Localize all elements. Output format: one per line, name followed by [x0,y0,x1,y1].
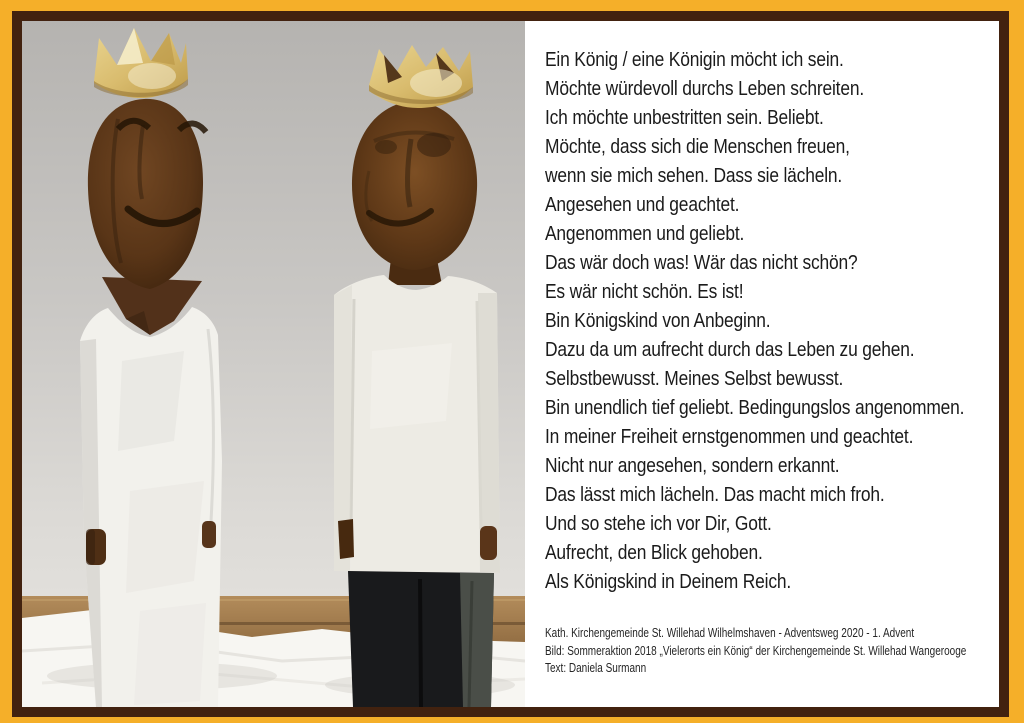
poem-line: Selbstbewusst. Meines Selbst bewusst. [545,368,844,390]
credit-line-image-source: Bild: Sommeraktion 2018 „Vielerorts ein König“ der Kirchengemeinde St. Willehad Wangerooge [545,643,967,658]
poem-line: Dazu da um aufrecht durch das Leben zu gehen. [545,339,915,361]
poem-line: Es wär nicht schön. Es ist! [545,281,744,303]
figures-photo [22,21,525,707]
queen-right-hand [202,521,216,548]
poem-line: Ich möchte unbestritten sein. Beliebt. [545,107,824,129]
inner-frame [12,11,1009,717]
poem-line: Als Königskind in Deinem Reich. [545,571,792,593]
poem-line: Bin Königskind von Anbeginn. [545,310,771,332]
poem-line: Angesehen und geachtet. [545,194,740,216]
queen-figure [80,28,222,707]
poem-line: Aufrecht, den Blick gehoben. [545,542,763,564]
poem-line: In meiner Freiheit ernstgenommen und geachtet. [545,426,914,448]
poem-line: Das lässt mich lächeln. Das macht mich froh. [545,484,885,506]
poem-line: Möchte würdevoll durchs Leben schreiten. [545,78,864,100]
king-head [352,101,477,270]
king-left-eye [375,140,397,154]
king-right-eye [417,133,451,157]
credit-line-author: Text: Daniela Surmann [545,661,647,675]
poem-line: Ein König / eine Königin möcht ich sein. [545,49,844,71]
poem-line: Und so stehe ich vor Dir, Gott. [545,513,772,535]
poem-line: Angenommen und geliebt. [545,223,745,245]
poem [545,46,964,597]
credit-line-parish: Kath. Kirchengemeinde St. Willehad Wilhelmshaven - Adventsweg 2020 - 1. Advent [545,626,915,640]
poem-line: Das wär doch was! Wär das nicht schön? [545,252,858,274]
poem-line: Bin unendlich tief geliebt. Bedingungslos angenommen. [545,397,965,419]
poem-line: Nicht nur angesehen, sondern erkannt. [545,455,840,477]
king-right-hand [480,526,497,560]
poem-line: Möchte, dass sich die Menschen freuen, [545,136,850,158]
king-left-hand [338,519,354,559]
wooden-king-queen-illustration [22,21,525,707]
credits [545,625,966,678]
poem-line: wenn sie mich sehen. Dass sie lächeln. [545,165,843,187]
text-panel [525,21,999,707]
